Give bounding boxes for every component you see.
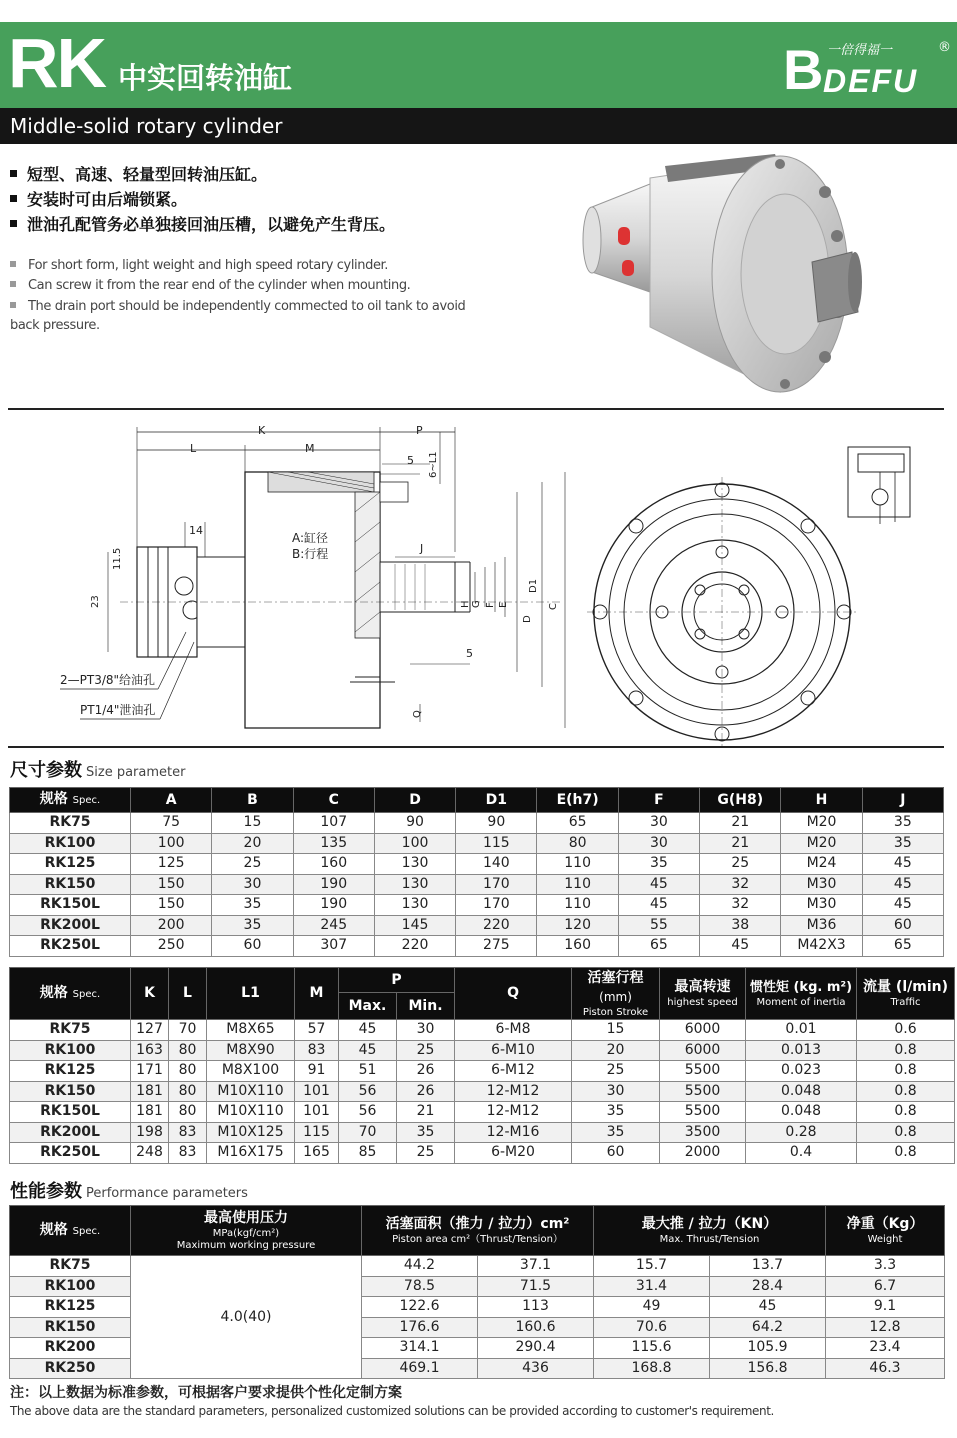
col-weight: 净重（Kg） Weight (826, 1206, 945, 1256)
value-cell: 35 (212, 915, 293, 936)
value-cell: 130 (374, 874, 455, 895)
value-cell: 83 (169, 1143, 207, 1164)
value-cell: 6000 (660, 1020, 746, 1041)
value-cell: 190 (293, 895, 374, 916)
value-cell: 190 (293, 874, 374, 895)
value-cell: 45 (862, 874, 943, 895)
col-spec-3: 规格 Spec. (10, 1206, 131, 1256)
value-cell: 26 (397, 1081, 455, 1102)
col-flow: 流量 (l/min) Traffic (857, 968, 955, 1020)
value-cell: 6-M12 (455, 1061, 572, 1082)
value-cell: 80 (169, 1081, 207, 1102)
value-cell: M30 (781, 874, 862, 895)
value-cell: 3500 (660, 1122, 746, 1143)
col-h: H (781, 788, 862, 813)
value-cell: 64.2 (710, 1317, 826, 1338)
pressure-cell: 4.0(40) (131, 1256, 362, 1379)
value-cell: 70 (169, 1020, 207, 1041)
brand-logo (783, 38, 951, 101)
value-cell: 45 (862, 854, 943, 875)
table-row (10, 1256, 945, 1277)
table-row (10, 1122, 955, 1143)
value-cell: 15.7 (594, 1256, 710, 1277)
value-cell: 30 (572, 1081, 660, 1102)
value-cell: 25 (572, 1061, 660, 1082)
col-spec-2: 规格 Spec. (10, 968, 131, 1020)
value-cell: 6-M10 (455, 1040, 572, 1061)
spec-cell: RK100 (10, 833, 131, 854)
value-cell: M8X100 (207, 1061, 295, 1082)
spec-cell: RK150L (10, 895, 131, 916)
value-cell: 120 (537, 915, 618, 936)
value-cell: 21 (700, 833, 781, 854)
perf-section-title: 性能参数 Performance parameters (10, 1181, 248, 1202)
value-cell: 49 (594, 1297, 710, 1318)
value-cell: 469.1 (362, 1358, 478, 1379)
value-cell: 44.2 (362, 1256, 478, 1277)
table-row (10, 1081, 955, 1102)
spec-cell: RK200L (10, 1122, 131, 1143)
value-cell: 35 (212, 895, 293, 916)
value-cell: 65 (537, 813, 618, 834)
value-cell: 60 (862, 915, 943, 936)
value-cell: 35 (862, 813, 943, 834)
value-cell: M16X175 (207, 1143, 295, 1164)
value-cell: 290.4 (478, 1338, 594, 1359)
value-cell: 5500 (660, 1102, 746, 1123)
value-cell: M30 (781, 895, 862, 916)
value-cell: 100 (131, 833, 212, 854)
value-cell: 156.8 (710, 1358, 826, 1379)
value-cell: 168.8 (594, 1358, 710, 1379)
col-M: M (295, 968, 339, 1020)
value-cell: 220 (374, 936, 455, 957)
value-cell: 90 (374, 813, 455, 834)
table-row (10, 874, 944, 895)
value-cell: 20 (572, 1040, 660, 1061)
col-gh8: G(H8) (700, 788, 781, 813)
value-cell: 160 (293, 854, 374, 875)
note-stroke: B:行程 (292, 547, 329, 561)
dim-E: E (498, 601, 509, 608)
value-cell: 12.8 (826, 1317, 945, 1338)
spec-cell: RK250 (10, 1358, 131, 1379)
value-cell: 60 (572, 1143, 660, 1164)
value-cell: 145 (374, 915, 455, 936)
value-cell: 101 (295, 1081, 339, 1102)
value-cell: 6-M20 (455, 1143, 572, 1164)
value-cell: 30 (618, 813, 699, 834)
value-cell: 80 (169, 1061, 207, 1082)
value-cell: 20 (212, 833, 293, 854)
subtitle-bar (0, 108, 957, 144)
value-cell: 12-M12 (455, 1081, 572, 1102)
col-j: J (862, 788, 943, 813)
value-cell: 5500 (660, 1061, 746, 1082)
spec-cell: RK125 (10, 1297, 131, 1318)
value-cell: 35 (572, 1122, 660, 1143)
value-cell: M20 (781, 833, 862, 854)
value-cell: 38 (700, 915, 781, 936)
value-cell: 6-M8 (455, 1020, 572, 1041)
value-cell: M24 (781, 854, 862, 875)
table-row (10, 1061, 955, 1082)
value-cell: 0.8 (857, 1040, 955, 1061)
value-cell: M20 (781, 813, 862, 834)
value-cell: 170 (456, 895, 537, 916)
value-cell: 0.4 (746, 1143, 857, 1164)
value-cell: 25 (700, 854, 781, 875)
value-cell: 83 (295, 1040, 339, 1061)
col-c: C (293, 788, 374, 813)
spec-cell: RK150 (10, 874, 131, 895)
value-cell: 150 (131, 874, 212, 895)
value-cell: 0.8 (857, 1061, 955, 1082)
value-cell: 181 (131, 1081, 169, 1102)
value-cell: 198 (131, 1122, 169, 1143)
value-cell: M10X110 (207, 1102, 295, 1123)
value-cell: 130 (374, 895, 455, 916)
value-cell: 9.1 (826, 1297, 945, 1318)
col-K: K (131, 968, 169, 1020)
divider (8, 746, 944, 748)
value-cell: M10X110 (207, 1081, 295, 1102)
value-cell: 37.1 (478, 1256, 594, 1277)
value-cell: 35 (572, 1102, 660, 1123)
value-cell: 6000 (660, 1040, 746, 1061)
value-cell: 107 (293, 813, 374, 834)
feature-en-3: The drain port should be independently commected to oil tank to avoid back pressure. (10, 299, 466, 333)
col-a: A (131, 788, 212, 813)
col-d: D (374, 788, 455, 813)
value-cell: 45 (618, 874, 699, 895)
model-title: RK (8, 24, 106, 102)
value-cell: 115 (295, 1122, 339, 1143)
table-row (10, 895, 944, 916)
value-cell: 35 (862, 833, 943, 854)
value-cell: 0.8 (857, 1102, 955, 1123)
dim-F: F (485, 602, 496, 608)
value-cell: M36 (781, 915, 862, 936)
value-cell: 135 (293, 833, 374, 854)
dim-C: C (548, 603, 559, 610)
spec-cell: RK150L (10, 1102, 131, 1123)
value-cell: 0.023 (746, 1061, 857, 1082)
logo-cn: 一倍得福一 (827, 43, 893, 58)
value-cell: 122.6 (362, 1297, 478, 1318)
value-cell: 21 (700, 813, 781, 834)
value-cell: 6.7 (826, 1276, 945, 1297)
value-cell: 0.6 (857, 1020, 955, 1041)
value-cell: 0.8 (857, 1081, 955, 1102)
feature-en-2: Can screw it from the rear end of the cylinder when mounting. (10, 276, 480, 295)
value-cell: 30 (618, 833, 699, 854)
value-cell: 110 (537, 854, 618, 875)
spec-cell: RK125 (10, 1061, 131, 1082)
value-cell: 15 (572, 1020, 660, 1041)
value-cell: 140 (456, 854, 537, 875)
value-cell: 436 (478, 1358, 594, 1379)
dim-Q: Q (412, 710, 423, 718)
value-cell: 70 (339, 1122, 397, 1143)
value-cell: M42X3 (781, 936, 862, 957)
feature-en-1: For short form, light weight and high speed rotary cylinder. (10, 256, 480, 275)
value-cell: 0.013 (746, 1040, 857, 1061)
dim-H: H (460, 600, 471, 608)
performance-table (9, 1205, 945, 1379)
value-cell: 55 (618, 915, 699, 936)
value-cell: 165 (295, 1143, 339, 1164)
table-row (10, 1102, 955, 1123)
port-drain-label: PT1/4"泄油孔 (80, 703, 156, 717)
value-cell: 100 (374, 833, 455, 854)
technical-drawing (0, 412, 957, 748)
value-cell: 26 (397, 1061, 455, 1082)
spec-cell: RK125 (10, 854, 131, 875)
value-cell: 130 (374, 854, 455, 875)
value-cell: 51 (339, 1061, 397, 1082)
value-cell: 23.4 (826, 1338, 945, 1359)
value-cell: 248 (131, 1143, 169, 1164)
value-cell: 0.01 (746, 1020, 857, 1041)
value-cell: 80 (537, 833, 618, 854)
value-cell: 45 (618, 895, 699, 916)
value-cell: 80 (169, 1102, 207, 1123)
table-row (10, 813, 944, 834)
feature-cn-3: 泄油孔配管务必单独接回油压槽，以避免产生背压。 (10, 214, 395, 236)
logo-b: B (783, 38, 824, 101)
port-supply-label: 2—PT3/8"给油孔 (60, 673, 156, 687)
dim-L1: 6~L1 (428, 451, 439, 478)
value-cell: 0.048 (746, 1102, 857, 1123)
value-cell: 2000 (660, 1143, 746, 1164)
value-cell: 32 (700, 895, 781, 916)
value-cell: 35 (397, 1122, 455, 1143)
col-eh7: E(h7) (537, 788, 618, 813)
value-cell: 21 (397, 1102, 455, 1123)
dim-J: J (420, 542, 424, 555)
col-L1: L1 (207, 968, 295, 1020)
value-cell: 45 (862, 895, 943, 916)
col-speed: 最高转速 highest speed (660, 968, 746, 1020)
value-cell: 31.4 (594, 1276, 710, 1297)
dim-5-bottom: 5 (466, 647, 473, 660)
value-cell: 0.8 (857, 1122, 955, 1143)
size-section-title: 尺寸参数 Size parameter (10, 760, 186, 781)
col-L: L (169, 968, 207, 1020)
logo-name: DEFU (823, 63, 919, 99)
value-cell: 160 (537, 936, 618, 957)
product-photo (580, 152, 865, 400)
spec-cell: RK150 (10, 1081, 131, 1102)
value-cell: 150 (131, 895, 212, 916)
value-cell: 110 (537, 874, 618, 895)
dim-23: 23 (90, 595, 101, 608)
table-row (10, 1040, 955, 1061)
value-cell: 163 (131, 1040, 169, 1061)
spec-cell: RK100 (10, 1040, 131, 1061)
value-cell: 0.28 (746, 1122, 857, 1143)
col-P-max: Max. (339, 993, 397, 1020)
col-P: P (339, 968, 455, 993)
value-cell: 65 (862, 936, 943, 957)
dim-L: L (190, 442, 197, 455)
col-stroke: 活塞行程 (mm) Piston Stroke (572, 968, 660, 1020)
col-spec: 规格 Spec. (10, 788, 131, 813)
table-row (10, 1143, 955, 1164)
table-row (10, 833, 944, 854)
note-cn: 注：以上数据为标准参数，可根据客户要求提供个性化定制方案 (10, 1385, 402, 1401)
table-row (10, 915, 944, 936)
value-cell: 83 (169, 1122, 207, 1143)
value-cell: 80 (169, 1040, 207, 1061)
value-cell: 65 (618, 936, 699, 957)
value-cell: 110 (537, 895, 618, 916)
value-cell: 70.6 (594, 1317, 710, 1338)
value-cell: 275 (456, 936, 537, 957)
col-inertia: 惯性矩 (kg. m²) Moment of inertia (746, 968, 857, 1020)
spec-cell: RK200L (10, 915, 131, 936)
value-cell: 115.6 (594, 1338, 710, 1359)
value-cell: 250 (131, 936, 212, 957)
spec-cell: RK150 (10, 1317, 131, 1338)
size-table-2 (9, 967, 955, 1164)
value-cell: M10X125 (207, 1122, 295, 1143)
value-cell: 5500 (660, 1081, 746, 1102)
table-row (10, 854, 944, 875)
logo-registered: ® (938, 40, 951, 55)
value-cell: 85 (339, 1143, 397, 1164)
col-Q: Q (455, 968, 572, 1020)
spec-cell: RK200 (10, 1338, 131, 1359)
col-d1: D1 (456, 788, 537, 813)
note-en: The above data are the standard parameters, personalized customized solutions can be provided according to customer's requirement. (10, 1404, 774, 1418)
value-cell: 30 (397, 1020, 455, 1041)
table-row (10, 936, 944, 957)
size-table (9, 787, 944, 957)
spec-cell: RK100 (10, 1276, 131, 1297)
dim-G: G (471, 600, 482, 608)
value-cell: 78.5 (362, 1276, 478, 1297)
product-title-cn: 中实回转油缸 (118, 61, 293, 95)
col-f: F (618, 788, 699, 813)
value-cell: 45 (339, 1040, 397, 1061)
value-cell: 45 (710, 1297, 826, 1318)
value-cell: 0.048 (746, 1081, 857, 1102)
value-cell: 45 (339, 1020, 397, 1041)
value-cell: 25 (397, 1143, 455, 1164)
value-cell: 3.3 (826, 1256, 945, 1277)
value-cell: 25 (212, 854, 293, 875)
value-cell: 245 (293, 915, 374, 936)
value-cell: 160.6 (478, 1317, 594, 1338)
dim-11-5: 11.5 (112, 547, 123, 570)
value-cell: 12-M12 (455, 1102, 572, 1123)
product-subtitle-en: Middle-solid rotary cylinder (10, 114, 283, 138)
value-cell: 181 (131, 1102, 169, 1123)
col-piston-area: 活塞面积（推力 / 拉力）cm² Piston area cm²（Thrust/Tension） (362, 1206, 594, 1256)
value-cell: 101 (295, 1102, 339, 1123)
dim-D: D (522, 615, 533, 623)
value-cell: 56 (339, 1102, 397, 1123)
dim-D1: D1 (528, 578, 539, 593)
value-cell: 57 (295, 1020, 339, 1041)
value-cell: 30 (212, 874, 293, 895)
spec-cell: RK75 (10, 1256, 131, 1277)
value-cell: M8X90 (207, 1040, 295, 1061)
divider (8, 408, 944, 410)
dim-5-top: 5 (407, 454, 414, 467)
dim-14: 14 (189, 524, 203, 537)
value-cell: 32 (700, 874, 781, 895)
value-cell: 35 (618, 854, 699, 875)
value-cell: M8X65 (207, 1020, 295, 1041)
value-cell: 314.1 (362, 1338, 478, 1359)
spec-cell: RK75 (10, 1020, 131, 1041)
dim-K: K (258, 424, 266, 437)
value-cell: 113 (478, 1297, 594, 1318)
value-cell: 170 (456, 874, 537, 895)
table-row (10, 1020, 955, 1041)
value-cell: 15 (212, 813, 293, 834)
value-cell: 307 (293, 936, 374, 957)
feature-cn-1: 短型、高速、轻量型回转油压缸。 (10, 164, 267, 186)
value-cell: 60 (212, 936, 293, 957)
dim-M: M (305, 442, 315, 455)
header-banner (0, 22, 957, 108)
value-cell: 90 (456, 813, 537, 834)
value-cell: 125 (131, 854, 212, 875)
value-cell: 115 (456, 833, 537, 854)
spec-cell: RK250L (10, 1143, 131, 1164)
spec-cell: RK250L (10, 936, 131, 957)
value-cell: 75 (131, 813, 212, 834)
value-cell: 91 (295, 1061, 339, 1082)
value-cell: 56 (339, 1081, 397, 1102)
value-cell: 105.9 (710, 1338, 826, 1359)
value-cell: 28.4 (710, 1276, 826, 1297)
note-bore: A:缸径 (292, 531, 329, 545)
col-max-force: 最大推 / 拉力（KN） Max. Thrust/Tension (594, 1206, 826, 1256)
col-P-min: Min. (397, 993, 455, 1020)
value-cell: 127 (131, 1020, 169, 1041)
value-cell: 45 (700, 936, 781, 957)
value-cell: 200 (131, 915, 212, 936)
value-cell: 13.7 (710, 1256, 826, 1277)
value-cell: 0.8 (857, 1143, 955, 1164)
value-cell: 171 (131, 1061, 169, 1082)
dim-P: P (416, 424, 423, 437)
value-cell: 220 (456, 915, 537, 936)
feature-cn-2: 安装时可由后端锁紧。 (10, 189, 187, 211)
value-cell: 176.6 (362, 1317, 478, 1338)
value-cell: 12-M16 (455, 1122, 572, 1143)
col-pressure: 最高使用压力 MPa(kgf/cm²) Maximum working pressure (131, 1206, 362, 1256)
value-cell: 71.5 (478, 1276, 594, 1297)
spec-cell: RK75 (10, 813, 131, 834)
value-cell: 46.3 (826, 1358, 945, 1379)
value-cell: 25 (397, 1040, 455, 1061)
col-b: B (212, 788, 293, 813)
